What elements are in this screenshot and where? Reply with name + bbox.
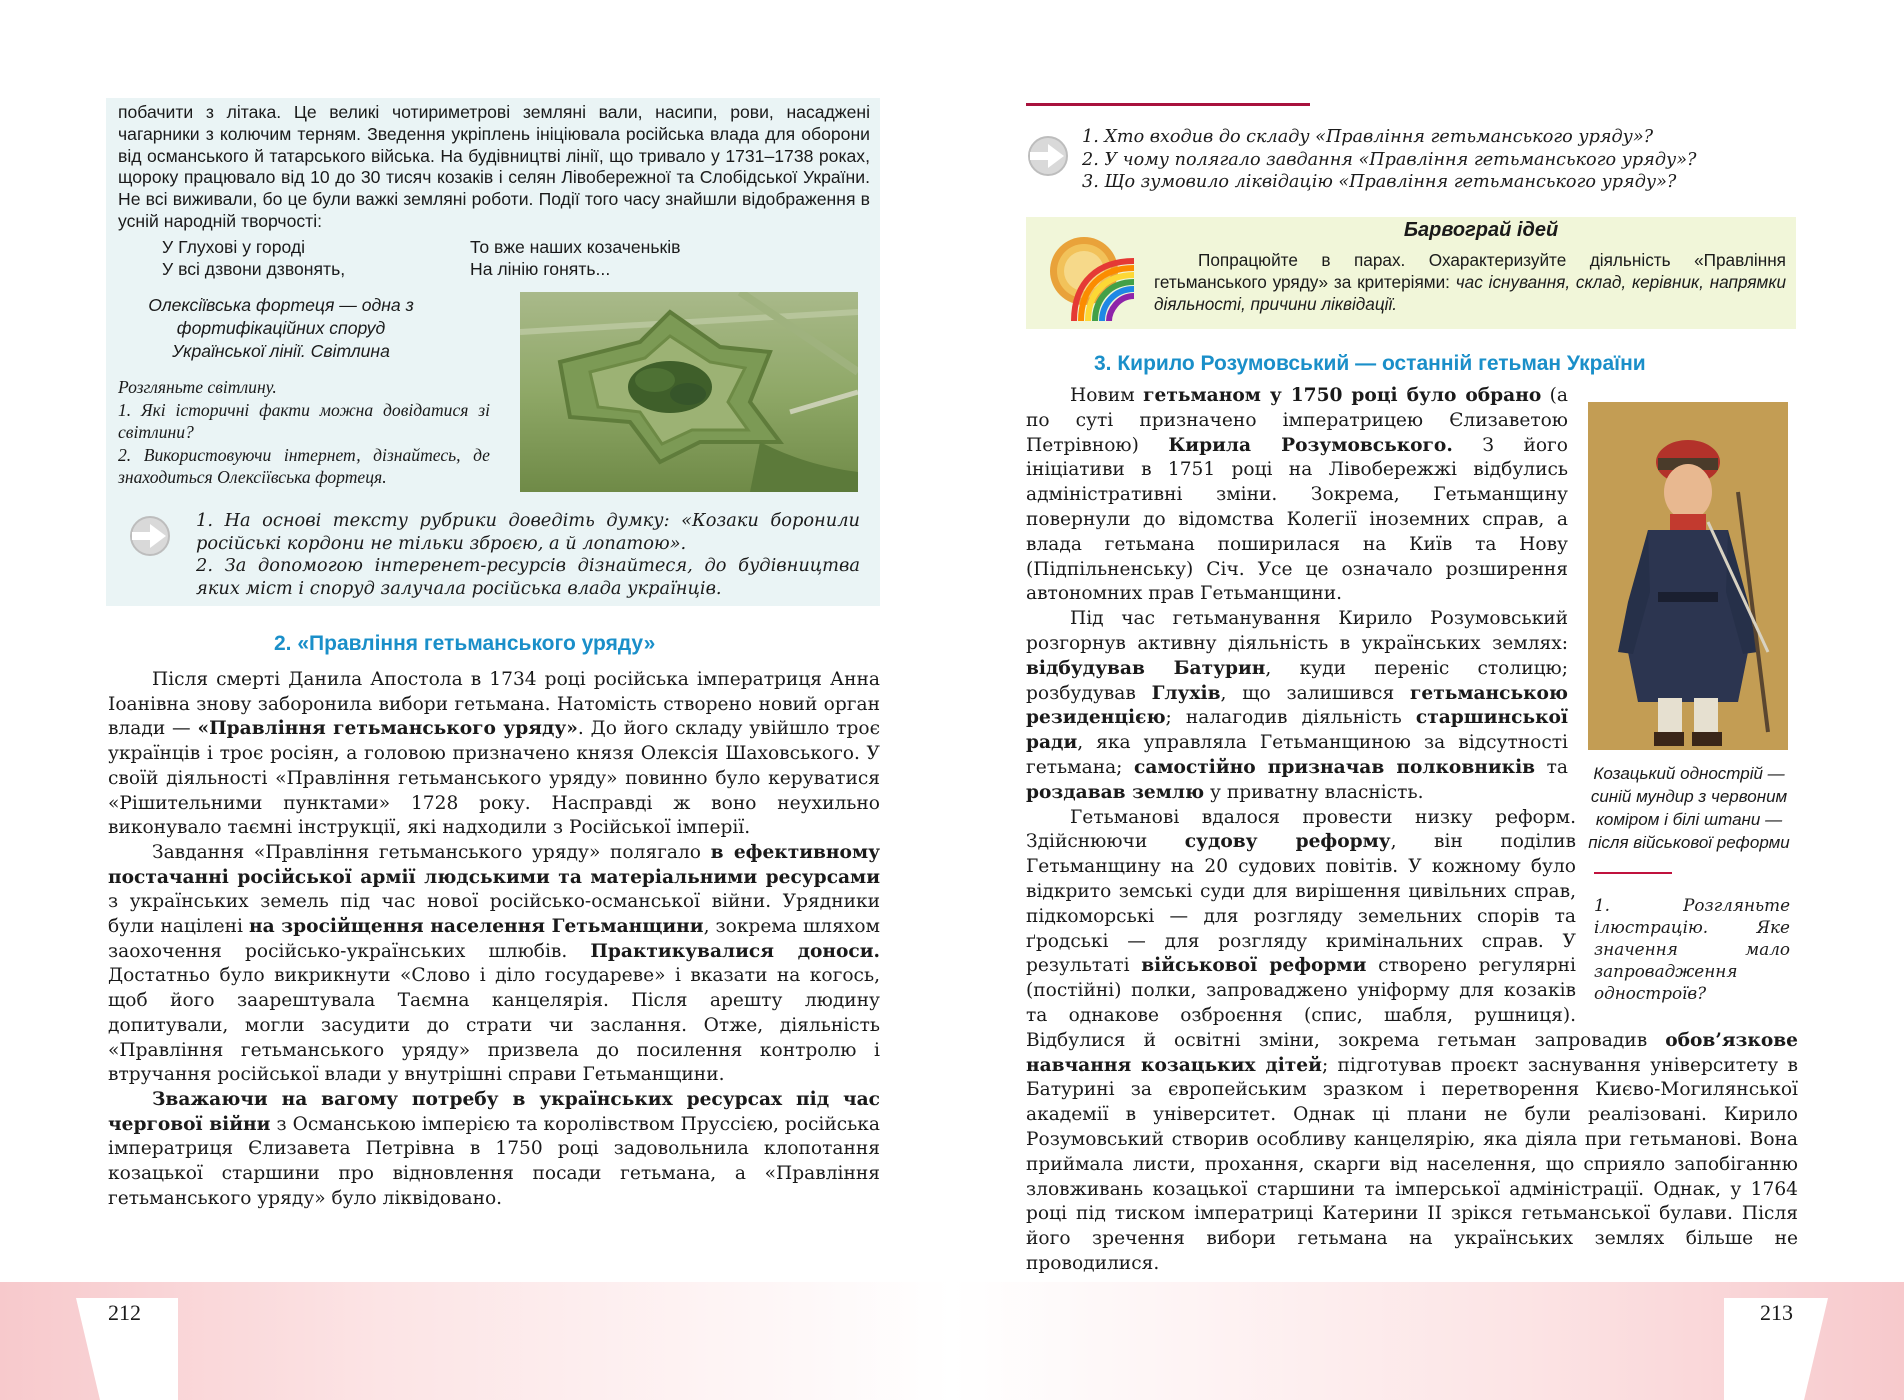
section-2-title: 2. «Правління гетьманського уряду» [274, 632, 656, 655]
box-question: 1. На основі тексту рубрики доведіть думку: «Козаки боронили російські кордони не тільки зброєю, а й лопатою». [196, 510, 860, 554]
portrait-caption: Козацький однострій — синій мундир з червоним коміром і білі штани — після військової реформи [1588, 764, 1790, 852]
paragraph: Гетьманові вдалося провести низку реформ. Здійснюючи судову реформу, він поділив Гетьманщину на 20 судових повітів. У кожному було відкрито земські суди для вирішення цивільних справ, підкоморські — для розгляду земельних спорів та ґродські — для розгляду кримінальних справ. У результаті військової реформи створено регулярні (постійні) полки, запроваджено уніформу для козаків та однакове озброєння (спис, шабля, рушниця). Відбулися й освітні зміни, зокрема гетьман запровадив обов’язкове навчання козацьких дітей; підготував проєкт заснування університету в Батурині за європейським зразком і перетворення Києво-Могилянської академії в університет. Однак ці плани не були реалізовані. Кирило Розумовський створив особливу канцелярію, яка діяла при гетьманові. Вона приймала листи, прохання, скарги від населення, що сприяло запобіганню зловживань козацької старшини та імперської адміністрації. Однак, у 1764 році під тиском імператриці Катерини II зрікся гетьманської булави. Після його зречення вибори гетьмана на українських землях більше не проводилися. [1026, 806, 1799, 1274]
info-box-text [118, 102, 870, 233]
page-number: 212 [108, 1300, 141, 1325]
paragraph: Новим гетьманом у 1750 році було обрано (а по суті призначено імператрицею Єлизаветою Петрівною) Кирила Розумовського. З його ініціативи в 1751 році на Лівобережжі відбулись адміністративні зміни. Зокрема, Гетьманщину повернули до відомства Колегії іноземних справ, а влада гетьмана поширилася на Київ та Нову (Підпільненську) Січ. Усе це означало розширення автономних прав Гетьманщини. [1026, 385, 1568, 605]
info-paragraph: побачити з літака. Це великі чотириметрові земляні вали, насипи, рови, насаджені чагарники з колючим терням. Зведення укріплень ініціювала російська влада для оборони від османського й татарського війська. На будівництві лінії, що тривало у 1731–1738 роках, щороку працювало від 10 до 30 тисяч козаків і селян Лівобережної та Слобідської України. Не всі виживали, бо це були важкі земляні роботи. Події того часу знайшли відображення в усній народній творчості: [118, 102, 870, 231]
ideas-box [1026, 217, 1796, 329]
poem-line: На лінію гонять... [470, 259, 611, 279]
box-questions [196, 510, 860, 600]
section-3-title: 3. Кирило Розумовський — останній гетьман України [1094, 352, 1646, 375]
review-question: 1. Хто входив до складу «Правління гетьманського уряду»? [1082, 127, 1654, 147]
page-number: 213 [1760, 1300, 1793, 1325]
section-2-body [108, 668, 880, 1211]
box-question: 2. За допомогою інтеренет-ресурсів дізнайтеся, до будівництва яких міст і споруд залучала російська влада українців. [196, 555, 860, 599]
poem-line: У всі дзвони дзвонять, [162, 259, 346, 279]
photo-caption: Олексіївська фортеця — одна з фортифікаційних споруд Української лінії. Світлина [148, 295, 414, 361]
paragraph: Під час гетьманування Кирило Розумовський розгорнув активну діяльність в українських землях: відбудував Батурин, куди переніс столицю; розбудував Глухів, що залишився гетьманською резиденцією; налагодив діяльність старшинської ради, яка управляла Гетьманщиною за відсутності гетьмана; самостійно призначав полковників та роздавав землю у приватну власність. [1026, 608, 1569, 803]
review-question: 3. Що зумовило ліквідацію «Правління гетьманського уряду»? [1082, 172, 1677, 192]
photo-task [118, 376, 490, 489]
arrow-right-circle-icon [128, 514, 172, 558]
portrait-task: 1. Розгляньте ілюстрацію. Яке значення мало запровадження одностроїв? [1594, 895, 1790, 1003]
poem-line: То вже наших козаченьків [470, 237, 681, 257]
cossack-portrait [1588, 402, 1788, 750]
paragraph: Після смерті Данила Апостола в 1734 році російська імператриця Анна Іоанівна знову заборонила вибори гетьмана. Натомість створено новий орган влади — «Правління гетьманського уряду». До його складу увійшло троє українців і троє росіян, а головою призначено князя Олексія Шаховського. У своїй діяльності «Правління гетьманського уряду» повинно було керуватися «Рішительними пунктами» 1728 року. Насправді ж воно неухильно виконувало таємні інструкції, які надходили з Російської імперії. [108, 669, 880, 839]
photo-task-question: 2. Використовуючи інтернет, дізнайтесь, де знаходиться Олексіївська фортеця. [118, 444, 490, 487]
caption-underline [1594, 872, 1672, 874]
arrow-right-circle-icon [1026, 134, 1070, 178]
accent-rule [1026, 103, 1310, 106]
poem-column-1 [162, 236, 345, 280]
paragraph: Завдання «Правління гетьманського уряду» полягало в ефективному постачанні російської армії людськими та матеріальними ресурсами з українських земель під час нової російсько-османської війни. Урядники були націлені на зросійщення населення Гетьманщини, зокрема шляхом заохочення російсько-українських шлюбів. Практикувалися доноси. Достатньо було викрикнути «Слово і діло государеве» і вказати на когось, щоб його заарештувала Таємна канцелярія. Після арешту людину допитували, могли засудити до страти чи заслання. Отже, діяльність «Правління гетьманського уряду» призвела до посилення контролю і втручання російської влади у внутрішні справи Гетьманщини. [108, 841, 881, 1086]
ideas-text: Попрацюйте в парах. Охарактеризуйте діяльність «Правління гетьманського уряду» за критеріями: час існування, склад, керівник, напрямки діяльності, причини ліквідації. [1154, 250, 1786, 314]
info-box [106, 98, 880, 606]
ideas-title: Барвограй ідей [1403, 219, 1559, 241]
fortress-photo [520, 292, 858, 492]
review-questions [1082, 126, 1802, 194]
poem-column-2 [470, 236, 681, 280]
rainbow-sun-icon [1044, 231, 1134, 321]
photo-task-intro: Розгляньте світлину. [118, 377, 277, 397]
paragraph: Зважаючи на вагому потребу в українських ресурсах під час чергової війни з Османською імперією та королівством Пруссією, російська імператриця Єлизавета Петрівна в 1750 році задовольнила клопотання козацької старшини про відновлення посади гетьмана, а «Правління гетьманського уряду» було ліквідовано. [108, 1088, 880, 1209]
poem-line: У Глухові у городі [162, 237, 306, 257]
photo-task-question: 1. Які історичні факти можна довідатися зі світлини? [118, 399, 490, 442]
review-question: 2. У чому полягало завдання «Правління гетьманського уряду»? [1082, 149, 1697, 170]
footer-band [0, 1282, 952, 1400]
